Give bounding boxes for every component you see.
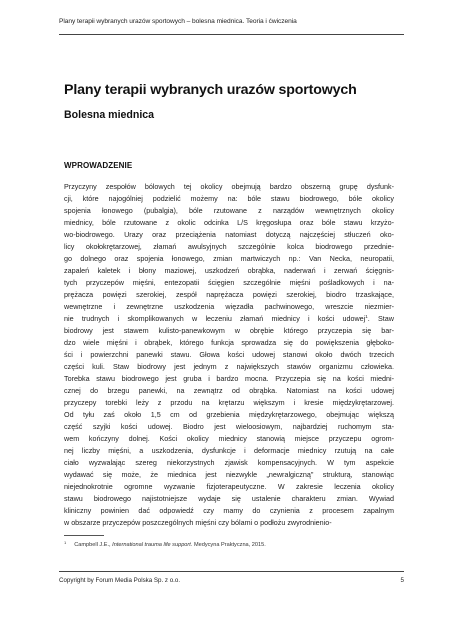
- body-line-text: wewnętrzne i zewnętrzne uszkodzenia więzadła pachwinowego, wreszcie niezmier-: [64, 301, 394, 311]
- body-line: [64, 373, 394, 385]
- page-subtitle: Bolesna miednica: [64, 109, 155, 121]
- body-line: [64, 505, 394, 517]
- section-heading: WPROWADZENIE: [64, 161, 133, 170]
- footnote: [64, 540, 394, 548]
- body-line: [64, 409, 394, 421]
- body-line-text: części kuli. Staw biodrowy jest jednym z największych stawów organizmu człowieka.: [64, 361, 394, 371]
- body-line-text: go dolnego oraz spojenia łonowego, zmian martwiczych np.: Van Necka, neuropatii,: [64, 253, 394, 263]
- body-line-text: nie trudnych i skomplikowanych w leczeniu złamań miednicy i kości udowej: [64, 313, 366, 323]
- body-line-text: licy okołokrętarzowej, złamań awulsyjnych szczególnie kolca biodrowego przednie-: [64, 241, 394, 251]
- body-line: [64, 217, 394, 229]
- body-line-text: nej liczby mięśni, a uszkodzenia, dysfunkcje i deformacje miednicy rzutują na całe: [64, 445, 394, 455]
- body-line-text: tych przyczepów mięśni, entezopatii ścięgien szczególnie mięśni pośladkowych i na-: [64, 277, 394, 287]
- body-line-text: Torebka stawu biodrowego jest gruba i bardzo mocna. Przyczepia się na kości miedni-: [64, 373, 394, 383]
- body-paragraph: [64, 181, 394, 529]
- copyright-footer: Copyright by Forum Media Polska Sp. z o.o.: [59, 577, 181, 584]
- footnote-marker: 1: [64, 540, 67, 545]
- body-line-text: wem kończyny dolnej. Kości okolicy miednicy stanowią miejsce przyczepu ogrom-: [64, 433, 394, 443]
- body-line: [64, 181, 394, 193]
- body-line: [64, 469, 394, 481]
- body-line: [64, 337, 394, 349]
- body-line-text: biodrowy jest stawem kulisto-panewkowym w obrębie którego przyczepia się bar-: [64, 325, 394, 335]
- body-line-tail: . Staw: [367, 313, 394, 323]
- running-header: Plany terapii wybranych urazów sportowych – bolesna miednica. Teoria i ćwiczenia: [59, 18, 297, 25]
- body-line: [64, 229, 394, 241]
- body-line-text: kliniczny powinien dać odpowiedź czy mamy do czynienia z procesem zapalnym: [64, 505, 394, 515]
- header-rule: [59, 34, 404, 35]
- page-number: 5: [400, 577, 404, 584]
- body-line: [64, 481, 394, 493]
- body-line: [64, 445, 394, 457]
- page-title: Plany terapii wybranych urazów sportowych: [64, 82, 357, 98]
- body-line-text: Od tyłu zaś około 1,5 cm od grzebienia międzykrętarzowego, obejmując większą: [64, 409, 394, 419]
- body-line-text: ści i powierzchni panewki stawu. Głowa kości udowej stanowi około dwóch trzecich: [64, 349, 394, 359]
- body-line-text: stawu biodrowego najistotniejsze wydaje się ustalenie charakteru zmian. Wywiad: [64, 493, 394, 503]
- footnote-source: . Medycyna Praktyczna, 2015.: [190, 542, 266, 548]
- footer-rule: [59, 571, 404, 572]
- body-line-text: wydawać się może, że miednica jest niezwykle „newralgiczną" strukturą, stanowiąc: [64, 469, 394, 479]
- body-line-text: w obszarze przyczepów poszczególnych mięśni czy bólami o podłożu zwyrodnienio-: [64, 517, 332, 527]
- body-line: [64, 253, 394, 265]
- body-line-text: ciało wyzwalając szereg niekorzystnych zjawisk kompensacyjnych. W tym aspekcie: [64, 457, 394, 467]
- body-line-text: Przyczyny zespołów bólowych tej okolicy obejmują bardzo obszerną grupę dysfunk-: [64, 181, 394, 191]
- body-line-text: przyczepy torebki leży z przodu na krętarzu większym i kresie międzykrętarzowej.: [64, 397, 394, 407]
- body-line-text: niejednokrotnie ogromne wyzwanie fizjoterapeutyczne. W zakresie leczenia okolicy: [64, 481, 394, 491]
- body-line: [64, 313, 394, 325]
- body-line: [64, 193, 394, 205]
- body-line-text: część szyjki kości udowej. Biodro jest wieloosiowym, najbardziej ruchomym sta-: [64, 421, 394, 431]
- body-line-text: dzo wiele mięśni i obrąbek, którego funkcja sprowadza się do powiększenia głęboko-: [64, 337, 394, 347]
- body-line: [64, 433, 394, 445]
- body-line-text: prężacza powięzi szerokiej, zespół naprężacza powięzi szerokiej, biodro trzaskające,: [64, 289, 394, 299]
- body-line-text: spojenia łonowego (pubalgia), bóle rzutowane z narządów wewnętrznych okolicy: [64, 205, 394, 215]
- body-line-text: cji, które najogólniej podzielić możemy na: bóle stawu biodrowego, bóle okolicy: [64, 193, 394, 203]
- body-line-text: miednicy, bóle rzutowane z okolic odcinka L/S kręgosłupa oraz bóle stawu krzyżo-: [64, 217, 394, 227]
- body-line-text: wo-biodrowego. Urazy oraz przeciążenia natomiast dotyczą najczęściej stłuczeń oko-: [64, 229, 394, 239]
- footnote-rule: [64, 535, 104, 536]
- body-line-text: zapaleń kaletek i błony maziowej, uszkodzeń obrąbka, naderwań i zerwań ścięgnis-: [64, 265, 394, 275]
- footnote-reference: 1: [365, 313, 368, 319]
- body-line: [64, 361, 394, 373]
- body-line: [64, 517, 394, 529]
- body-line: [64, 493, 394, 505]
- body-line: [64, 421, 394, 433]
- body-line: [64, 397, 394, 409]
- body-line: [64, 265, 394, 277]
- body-line: [64, 205, 394, 217]
- body-line: [64, 349, 394, 361]
- body-line: [64, 325, 394, 337]
- footnote-author: Campbell J.E.,: [74, 542, 113, 548]
- body-line: [64, 289, 394, 301]
- body-line: [64, 457, 394, 469]
- body-line: [64, 241, 394, 253]
- body-line-text: cznej do brzegu panewki, na zewnątrz od obrąbka. Natomiast na kości udowej: [64, 385, 394, 395]
- footnote-title: International trauma life support: [112, 542, 191, 548]
- body-line: [64, 385, 394, 397]
- body-line: [64, 301, 394, 313]
- body-line: [64, 277, 394, 289]
